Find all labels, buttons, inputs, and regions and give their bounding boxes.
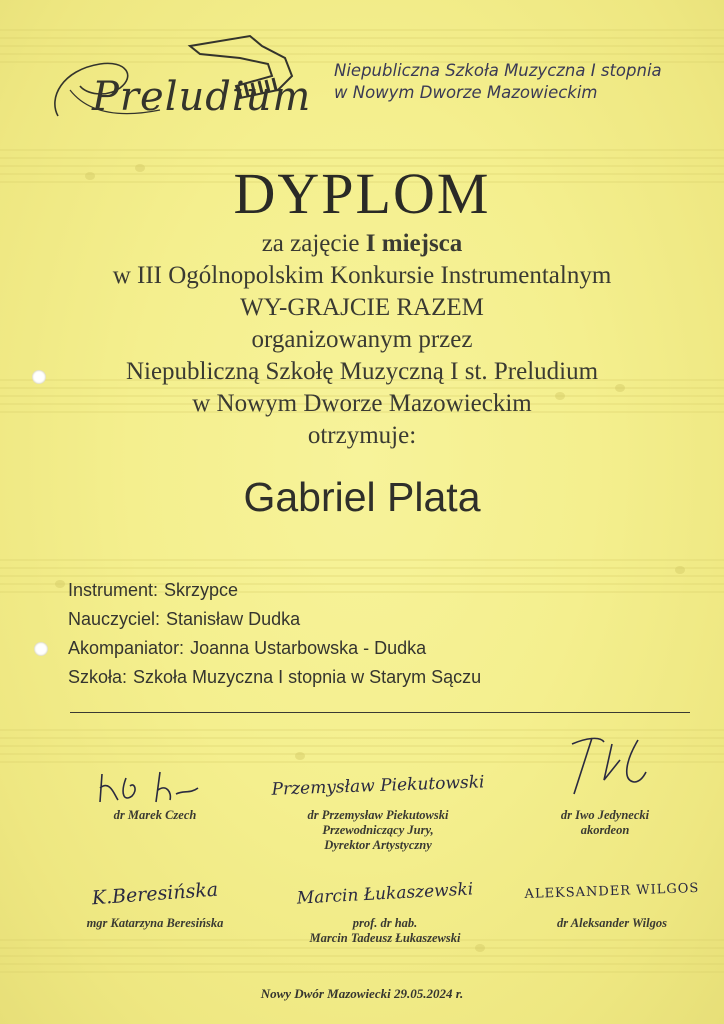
award-place: I miejsca [365, 230, 463, 257]
handwritten-signature-wilgos: ALEKSANDER WILGOS [524, 880, 700, 903]
signature-czech [80, 764, 230, 823]
handwritten-signature-czech [80, 764, 230, 808]
handwritten-signature-jedynecki [530, 730, 680, 808]
participant-details [68, 576, 688, 692]
signatory-role: Przewodniczący Jury, [322, 823, 434, 837]
punch-hole-bottom [34, 642, 48, 656]
signatory-role: akordeon [580, 823, 630, 837]
signature-beresinska [60, 872, 250, 931]
diploma-title: DYPLOM [233, 161, 491, 226]
school-name-line1: Niepubliczna Szkoła Muzyczna I stopnia [334, 61, 662, 80]
detail-label: Nauczyciel: [68, 609, 161, 629]
signatory-name: Marcin Tadeusz Łukaszewski [309, 931, 461, 945]
place-and-date: Nowy Dwór Mazowiecki 29.05.2024 r. [260, 986, 464, 1001]
detail-value: Joanna Ustarbowska - Dudka [190, 638, 427, 658]
detail-row-instrument [68, 576, 688, 605]
signature-piekutowski [258, 764, 498, 853]
signatory-title: prof. dr hab. [352, 916, 418, 930]
handwritten-signature-lukaszewski: Marcin Łukaszewski [296, 879, 474, 909]
award-line [0, 228, 724, 260]
competition-line: w III Ogólnopolskim Konkursie Instrumentalnym [112, 262, 612, 289]
signature-wilgos [522, 872, 702, 931]
organizer-location: w Nowym Dworze Mazowieckim [192, 390, 532, 417]
signatory-name: dr Przemysław Piekutowski [307, 808, 449, 822]
school-header [334, 60, 714, 104]
detail-value: Stanisław Dudka [166, 609, 301, 629]
divider-line [70, 712, 690, 713]
award-prefix: za zajęcie [261, 230, 366, 257]
competition-name: WY-GRAJCIE RAZEM [240, 294, 484, 321]
signatory-name: dr Iwo Jedynecki [560, 808, 650, 822]
recipient-name: Gabriel Plata [243, 474, 481, 520]
preludium-logo [40, 28, 310, 128]
detail-label: Szkoła: [68, 667, 128, 687]
signature-jedynecki [530, 730, 680, 838]
detail-label: Instrument: [68, 580, 159, 600]
signatory-name: dr Aleksander Wilgos [557, 916, 667, 930]
detail-value: Skrzypce [164, 580, 239, 600]
receives-label: otrzymuje: [307, 422, 417, 449]
signatory-name: mgr Katarzyna Beresińska [86, 916, 224, 930]
detail-row-teacher [68, 605, 688, 634]
detail-row-accompanist [68, 634, 688, 663]
organizer-name: Niepubliczną Szkołę Muzyczną I st. Preludium [125, 358, 599, 385]
detail-row-school [68, 663, 688, 692]
school-name-line2: w Nowym Dworze Mazowieckim [334, 83, 598, 102]
logo-wordmark: Preludium [92, 74, 312, 120]
signatory-role: Dyrektor Artystyczny [324, 838, 432, 852]
signature-lukaszewski [270, 872, 500, 946]
organizer-intro: organizowanym przez [251, 326, 473, 353]
detail-value: Szkoła Muzyczna I stopnia w Starym Sączu [133, 667, 482, 687]
handwritten-signature-beresinska: K.Beresińska [91, 878, 219, 910]
detail-label: Akompaniator: [68, 638, 185, 658]
diploma-body [0, 228, 724, 452]
handwritten-signature-piekutowski: Przemysław Piekutowski [271, 772, 485, 800]
signatory-name: dr Marek Czech [113, 808, 197, 822]
